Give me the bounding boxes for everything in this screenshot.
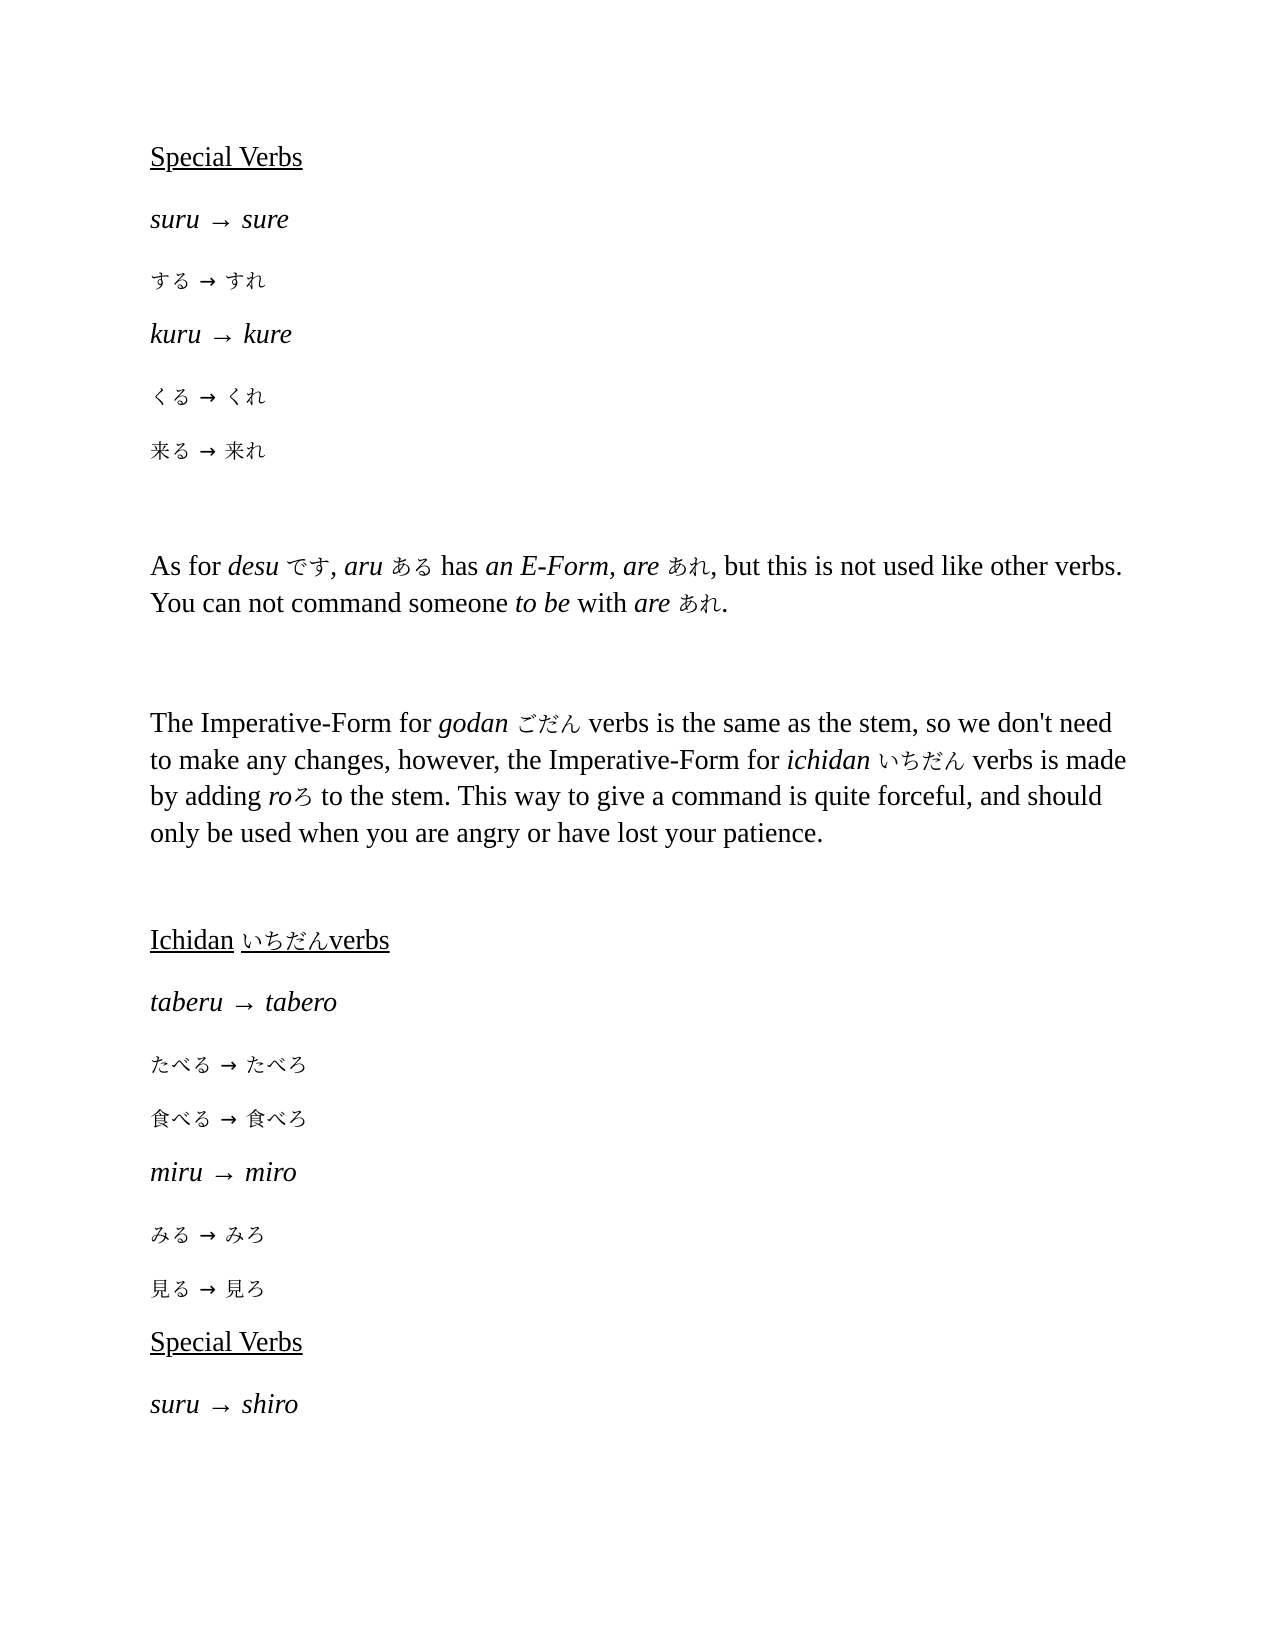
- text-run-italic: are: [634, 587, 671, 619]
- special-verbs-heading: Special Verbs: [150, 142, 303, 173]
- verb-romaji-line: suru → shiro: [150, 1389, 299, 1420]
- special-verbs-heading: Special Verbs: [150, 1327, 303, 1358]
- text-run-japanese: あれ: [670, 592, 722, 618]
- paragraph-imperative-form: [150, 707, 1140, 851]
- text-run-italic: godan: [438, 708, 509, 739]
- verb-romaji-line: suru → sure: [150, 204, 289, 235]
- text-run-italic: an E-Form, are: [485, 551, 660, 582]
- verb-kanji-line: 来る → 来れ: [150, 439, 267, 463]
- text-run-japanese: ごだん: [508, 713, 582, 738]
- text-run-italic: to be: [515, 587, 571, 619]
- verb-kana-line: くる → くれ: [150, 385, 267, 409]
- text-run: verbs is made by adding: [150, 744, 1127, 812]
- text-run-japanese: ろ: [292, 786, 315, 811]
- text-run: verbs is the same as the stem, so we don't need to make any changes, however, the Imperative-Form for: [150, 708, 1113, 776]
- text-run-japanese: いちだん: [870, 749, 966, 775]
- verb-romaji-line: miru → miro: [150, 1157, 297, 1188]
- text-run: The Imperative-Form for: [150, 708, 439, 739]
- text-run: to the stem. This way to give a command is quite forceful, and should only be used when you are angry or have lost your patience.: [150, 781, 1103, 849]
- text-run-japanese: です: [279, 556, 331, 581]
- verb-kana-line: みる → みろ: [150, 1223, 267, 1247]
- heading-text: verbs: [328, 925, 390, 956]
- verb-kanji-line: 食べる → 食べろ: [150, 1107, 309, 1131]
- text-run: with: [570, 587, 634, 619]
- heading-text: Ichidan: [150, 925, 234, 956]
- text-run: has: [434, 551, 486, 582]
- paragraph-desu-aru: [150, 550, 1140, 623]
- verb-kana-line: たべる → たべろ: [150, 1053, 309, 1077]
- text-run: As for: [150, 551, 228, 582]
- text-run-italic: ,: [330, 551, 345, 582]
- text-run-japanese: あれ: [659, 556, 711, 581]
- text-run-italic: desu: [227, 551, 280, 582]
- text-run: , but this is not used like other verbs. You can not command someone: [150, 551, 1123, 619]
- text-run-italic: ro: [268, 781, 293, 812]
- text-run-italic: ichidan: [786, 744, 871, 776]
- ichidan-verbs-heading: [150, 925, 390, 957]
- text-run-italic: aru: [344, 551, 383, 582]
- text-run: .: [721, 587, 729, 619]
- verb-romaji-line: kuru → kure: [150, 319, 293, 350]
- text-run-japanese: ある: [383, 556, 434, 581]
- heading-text-japanese: いちだん: [240, 930, 329, 955]
- verb-romaji-line: taberu → tabero: [150, 987, 338, 1018]
- verb-kana-line: する → すれ: [150, 269, 267, 293]
- verb-kanji-line: 見る → 見ろ: [150, 1277, 267, 1301]
